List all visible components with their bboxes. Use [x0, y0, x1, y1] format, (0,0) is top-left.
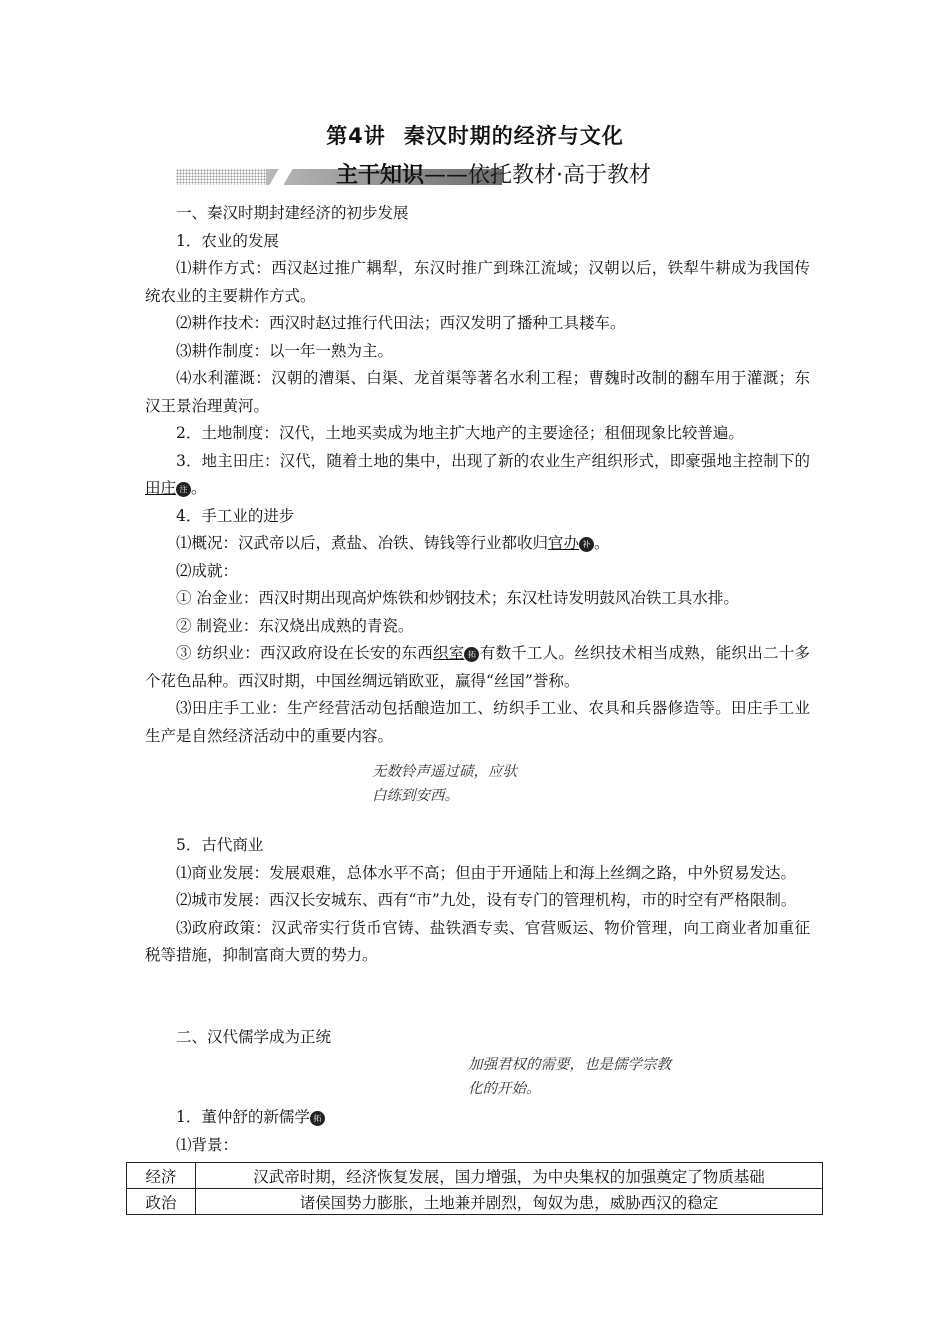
lecture-name: 秦汉时期的经济与文化 — [403, 124, 624, 148]
background-table — [126, 1162, 823, 1215]
banner-label — [336, 163, 651, 189]
handwritten-line: 无数铃声遥过碛，应驮 — [372, 764, 517, 780]
underlined-term: 织室 — [432, 644, 465, 662]
paragraph: ⑵耕作技术：西汉时赵过推行代田法；西汉发明了播种工具耧车。 — [176, 314, 626, 332]
section-commerce — [145, 832, 810, 970]
note-marker-icon: 拓 — [464, 647, 479, 662]
section-heading: 一、秦汉时期封建经济的初步发展 — [176, 204, 409, 222]
table-cell-key: 经济 — [127, 1163, 196, 1189]
paragraph: ⑶耕作制度：以一年一熟为主。 — [176, 341, 394, 360]
paragraph: ⑴耕作方式：西汉赵过推广耦犁，东汉时推广到珠江流域；汉朝以后，铁犁牛耕成为我国传统农业的主要耕作方式。 — [145, 259, 810, 305]
text-run: 。 — [191, 479, 207, 497]
underlined-term: 官办 — [548, 534, 580, 552]
paragraph: ⑷水利灌溉：汉朝的漕渠、白渠、龙首渠等著名水利工程；曹魏时改制的翻车用于灌溉；东汉王景治理黄河。 — [145, 369, 810, 415]
paragraph: ⑴商业发展：发展艰难，总体水平不高；但由于开通陆上和海上丝绸之路，中外贸易发达。 — [176, 863, 797, 882]
paragraph — [145, 448, 810, 503]
lecture-number: 第4讲 — [326, 124, 386, 148]
paragraph — [145, 530, 810, 558]
note-marker-icon: 拓 — [310, 1111, 325, 1126]
text-run: 1．董仲舒的新儒学 — [176, 1108, 310, 1126]
handwritten-note — [372, 760, 592, 808]
paragraph: ⑶田庄手工业：生产经营活动包括酿造加工、纺织手工业、农具和兵器修造等。田庄手工业生产是自然经济活动中的重要内容。 — [145, 699, 810, 745]
paragraph: ① 冶金业：西汉时期出现高炉炼铁和炒钢技术；东汉杜诗发明鼓风冶铁工具水排。 — [176, 589, 739, 607]
table-row — [127, 1189, 823, 1215]
paragraph — [145, 640, 810, 695]
underlined-term: 田庄 — [145, 479, 177, 497]
banner-subtitle: ——依托教材·高于教材 — [424, 163, 652, 188]
note-marker-icon: 补 — [579, 537, 594, 552]
paragraph: ⑵成就： — [176, 561, 239, 580]
section-one — [145, 200, 810, 750]
sub-heading: 4．手工业的进步 — [176, 506, 295, 525]
page-title — [0, 120, 950, 150]
handwritten-line: 加强君权的需要，也是儒学宗教 — [468, 1057, 671, 1073]
note-marker-icon: 注 — [176, 482, 191, 497]
paragraph: ⑵城市发展：西汉长安城东、西有“市”九处，设有专门的管理机构，市的时空有严格限制。 — [176, 891, 797, 909]
table-cell-value: 汉武帝时期，经济恢复发展，国力增强，为中央集权的加强奠定了物质基础 — [196, 1163, 823, 1189]
paragraph: ⑴背景： — [176, 1135, 239, 1154]
section-confucianism — [145, 1104, 810, 1159]
table-cell-key: 政治 — [127, 1189, 196, 1215]
text-run: ⑴概况：汉武帝以后，煮盐、冶铁、铸钱等行业都收归 — [176, 534, 549, 552]
section-two — [145, 1024, 810, 1052]
text-run: 。 — [594, 534, 610, 552]
handwritten-line: 化的开始。 — [468, 1081, 541, 1097]
text-run: ③ 纺织业：西汉政府设在长安的东西 — [176, 644, 433, 662]
sub-heading: 1．农业的发展 — [176, 231, 279, 250]
paragraph: ② 制瓷业：东汉烧出成熟的青瓷。 — [176, 616, 414, 635]
sub-heading: 5．古代商业 — [176, 836, 264, 854]
table-cell-value: 诸侯国势力膨胀，土地兼并剧烈，匈奴为患，威胁西汉的稳定 — [196, 1189, 823, 1215]
text-run: 3．地主田庄：汉代，随着土地的集中，出现了新的农业生产组织形式，即豪强地主控制下的 — [176, 451, 810, 470]
sub-heading — [145, 1104, 810, 1132]
banner-bold-text: 主干知识 — [336, 163, 425, 188]
banner-dot-pattern — [176, 169, 268, 185]
text-run: 有数千工人。丝织技术相当成熟，能织出二十多个花色品种。西汉时期，中国丝绸远销欧亚，赢得“丝国”誉称。 — [145, 644, 810, 690]
handwritten-note — [468, 1053, 748, 1101]
table-row — [127, 1163, 823, 1189]
section-banner — [176, 163, 696, 189]
paragraph: 2．土地制度：汉代，土地买卖成为地主扩大地产的主要途径；租佃现象比较普遍。 — [176, 424, 744, 442]
handwritten-line: 白练到安西。 — [372, 788, 459, 804]
paragraph: ⑶政府政策：汉武帝实行货币官铸、盐铁酒专卖、官营贩运、物价管理，向工商业者加重征税等措施，抑制富商大贾的势力。 — [145, 918, 810, 964]
section-heading: 二、汉代儒学成为正统 — [176, 1028, 332, 1046]
